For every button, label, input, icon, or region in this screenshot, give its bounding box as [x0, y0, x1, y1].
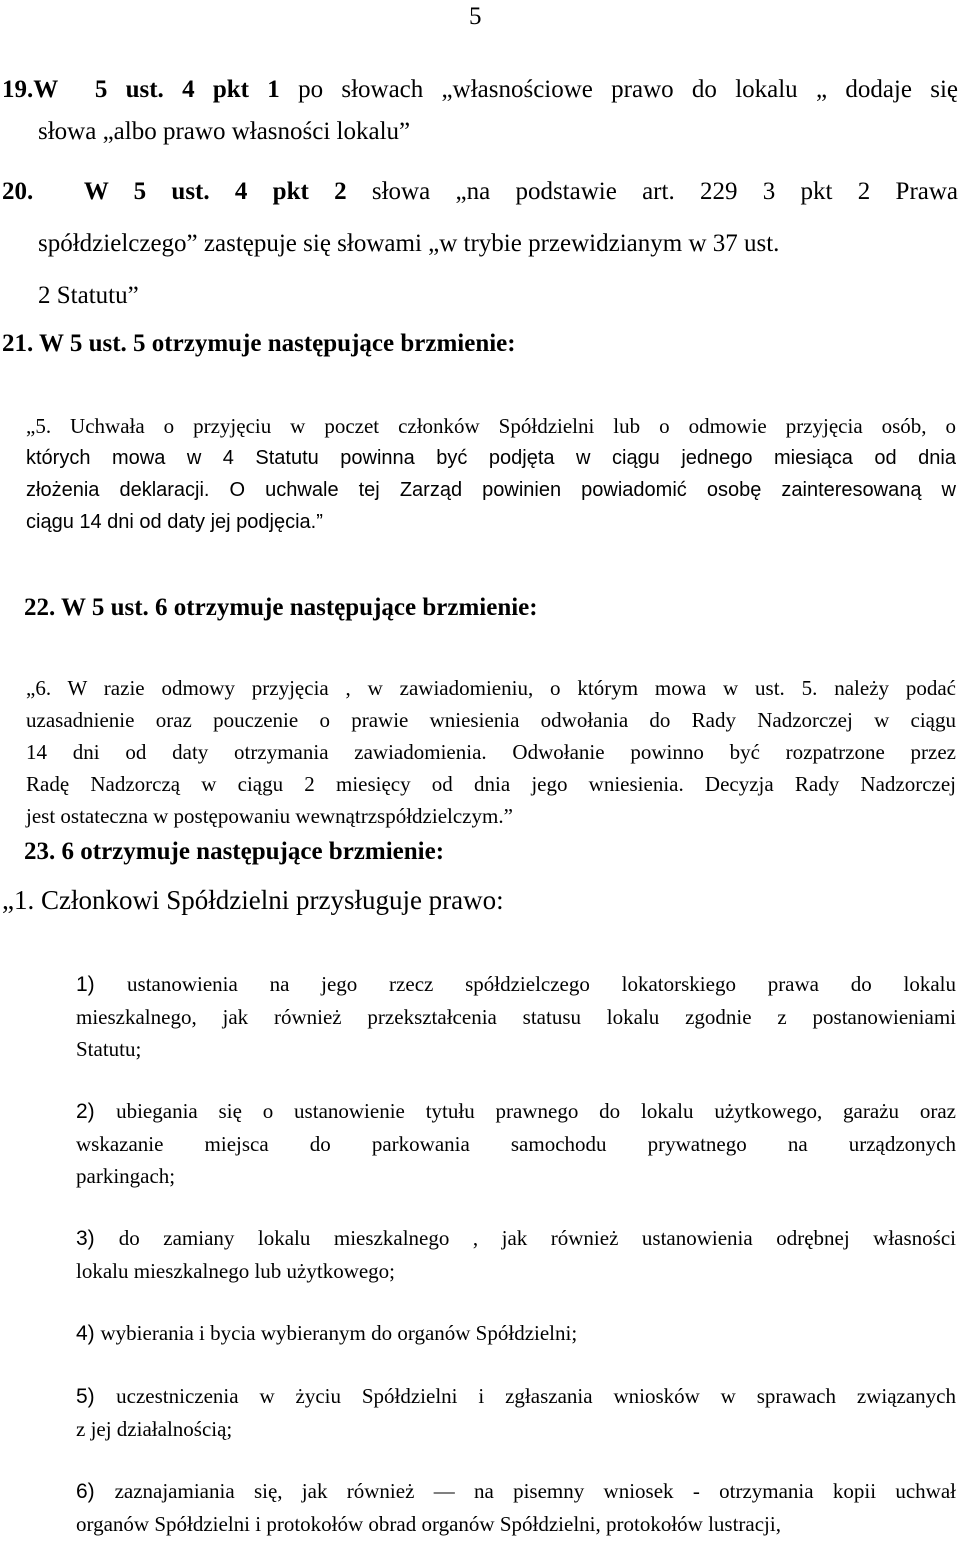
item-21-heading: 21. W 5 ust. 5 otrzymuje następujące brzmienie:: [2, 330, 516, 357]
item-19-number: 19.W: [2, 76, 59, 103]
list-item-line: [76, 1317, 956, 1350]
list-item: [76, 1222, 956, 1287]
list-item-text: wybierania i bycia wybieranym do organów Spółdzielni;: [100, 1321, 578, 1345]
list-item: [76, 1380, 956, 1445]
list-item-line: [76, 1475, 956, 1508]
list-item-text: zaznajamiania się, jak również — na pisemny wniosek - otrzymania kopii uchwał: [114, 1479, 956, 1503]
list-item-line: wskazanie miejsca do parkowania samochodu prywatnego na urządzonych: [76, 1132, 956, 1156]
item-20-line-1: [2, 166, 958, 218]
list-item-text: ubiegania się o ustanowienie tytułu prawnego do lokalu użytkowego, garażu oraz: [116, 1099, 956, 1123]
list-item: [76, 1317, 956, 1350]
item-23-intro: „1. Członkowi Spółdzielni przysługuje prawo:: [2, 885, 504, 915]
list-item-line: lokalu mieszkalnego lub użytkowego;: [76, 1259, 396, 1283]
list-item-marker: 4): [76, 1322, 101, 1345]
item-19-text: po słowach „własnościowe prawo do lokalu „ dodaje się: [298, 76, 959, 103]
item-19-ref: 5 ust. 4 pkt 1: [94, 76, 280, 103]
list-item-marker: 6): [76, 1480, 115, 1503]
item-22-heading: 22. W 5 ust. 6 otrzymuje następujące brzmienie:: [24, 594, 538, 621]
item-20-number: 20.: [2, 178, 34, 205]
item-21-body-line-3: złożenia deklaracji. O uchwale tej Zarząd powinien powiadomić osobę zainteresowaną w: [26, 479, 956, 501]
item-22-body-line-2: uzasadnienie oraz pouczenie o prawie wniesienia odwołania do Rady Nadzorczej w ciągu: [26, 708, 956, 732]
item-22-body-line-5: jest ostateczna w postępowaniu wewnątrzspółdzielczym.”: [26, 804, 513, 828]
item-23-heading: 23. 6 otrzymuje następujące brzmienie:: [24, 838, 445, 865]
item-20-line-3: 2 Statutu”: [38, 282, 139, 309]
item-20: [2, 166, 958, 322]
list-item-line: Statutu;: [76, 1037, 142, 1061]
list-item-text: uczestniczenia w życiu Spółdzielni i zgłaszania wniosków w sprawach związanych: [116, 1384, 956, 1408]
item-19: [2, 64, 958, 158]
list-item-marker: 5): [76, 1385, 117, 1408]
item-19-line-2: słowa „albo prawo własności lokalu”: [38, 118, 411, 145]
list-item: [76, 968, 956, 1065]
list-item-line: organów Spółdzielni i protokołów obrad organów Spółdzielni, protokołów lustracji,: [76, 1512, 781, 1536]
list-item: [76, 1475, 956, 1540]
page-number: 5: [469, 3, 482, 30]
rights-list: [76, 968, 956, 1540]
item-21-body-line-1: „5. Uchwała o przyjęciu w poczet członków Spółdzielni lub o odmowie przyjęcia osób, o: [26, 414, 956, 438]
list-item-line: [76, 968, 956, 1001]
item-22-body-line-3: 14 dni od daty otrzymania zawiadomienia. Odwołanie powinno być rozpatrzone przez: [26, 740, 956, 764]
list-item-text: do zamiany lokalu mieszkalnego , jak również ustanowienia odrębnej własności: [118, 1226, 956, 1250]
list-item-marker: 1): [76, 973, 128, 996]
list-item-line: [76, 1222, 956, 1255]
list-item-line: [76, 1095, 956, 1128]
list-item-line: z jej działalnością;: [76, 1417, 233, 1441]
item-22-body: [26, 672, 956, 832]
item-21-body-line-2: których mowa w 4 Statutu powinna być podjęta w ciągu jednego miesiąca od dnia: [26, 447, 956, 469]
list-item-line: [76, 1380, 956, 1413]
item-20-ref: W 5 ust. 4 pkt 2: [83, 178, 347, 205]
item-22-body-line-1: „6. W razie odmowy przyjęcia , w zawiadomieniu, o którym mowa w ust. 5. należy podać: [26, 676, 956, 700]
list-item-line: mieszkalnego, jak również przekształcenia statusu lokalu zgodnie z postanowieniami: [76, 1005, 956, 1029]
item-20-line-2: spółdzielczego” zastępuje się słowami „w trybie przewidzianym w 37 ust.: [38, 230, 780, 257]
item-21-body: [26, 410, 956, 538]
item-22-body-line-4: Radę Nadzorczą w ciągu 2 miesięcy od dnia jego wniesienia. Decyzja Rady Nadzorczej: [26, 772, 956, 796]
list-item-marker: 2): [76, 1100, 117, 1123]
list-item-line: parkingach;: [76, 1164, 176, 1188]
list-item: [76, 1095, 956, 1192]
item-21-body-line-4: ciągu 14 dni od daty jej podjęcia.”: [26, 511, 323, 533]
list-item-text: ustanowienia na jego rzecz spółdzielczego lokatorskiego prawa do lokalu: [127, 972, 956, 996]
list-item-marker: 3): [76, 1227, 119, 1250]
item-20-text: słowa „na podstawie art. 229 3 pkt 2 Prawa: [371, 178, 959, 205]
